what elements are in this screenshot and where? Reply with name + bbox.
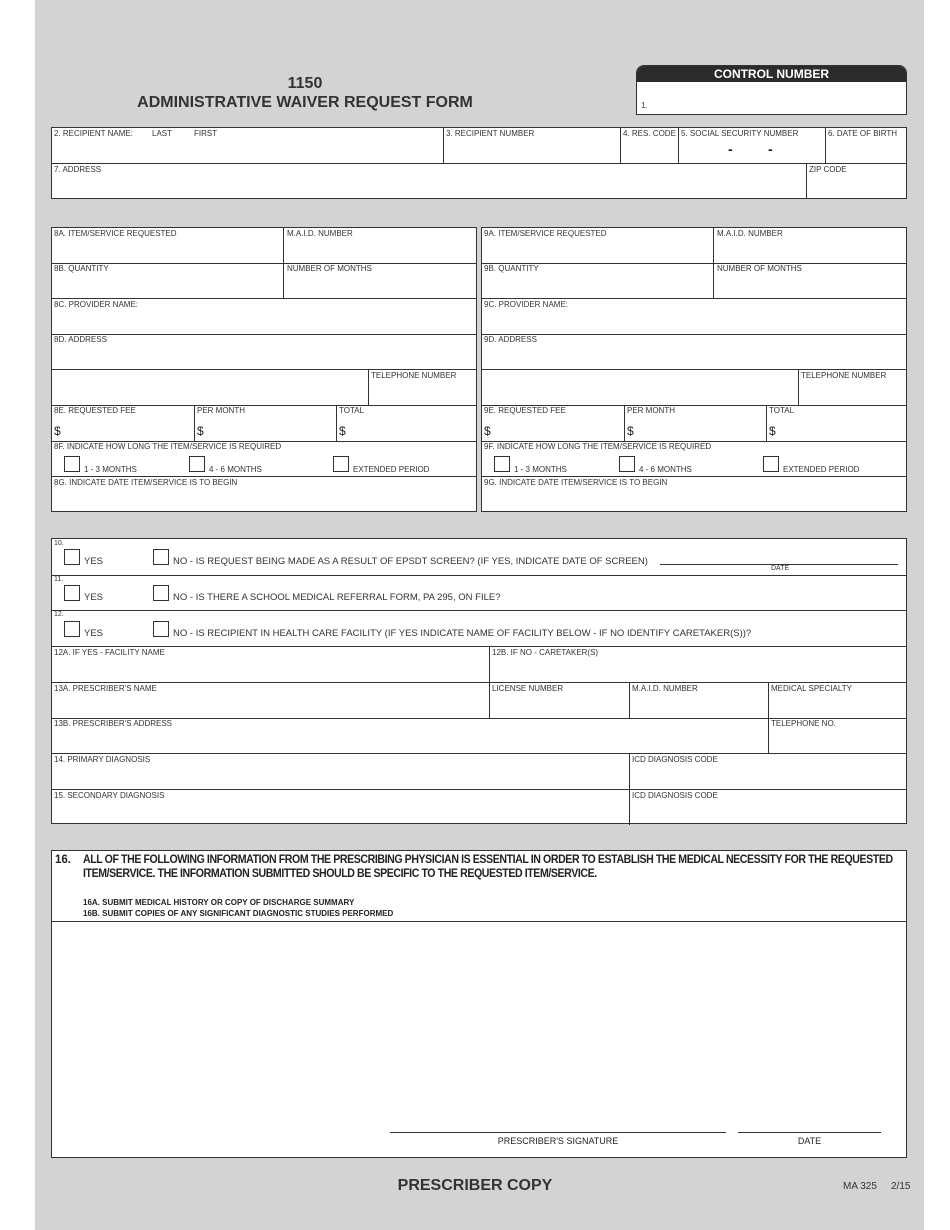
checkbox-9-4-6-months[interactable] (619, 456, 635, 472)
per-month-9-dollar: $ (627, 424, 634, 438)
form-page (35, 0, 924, 1230)
opt-9-1-3-months: 1 - 3 MONTHS (514, 465, 567, 474)
opt-9-4-6-months: 4 - 6 MONTHS (639, 465, 692, 474)
q10-date-label: DATE (771, 565, 790, 572)
sign-date-line[interactable] (738, 1132, 881, 1133)
checkbox-8-extended[interactable] (333, 456, 349, 472)
total-9-dollar: $ (769, 424, 776, 438)
item-section-8 (51, 227, 477, 512)
prescriber-name-13a-label: 13A. PRESCRIBER'S NAME (54, 684, 157, 693)
opt-8-extended: EXTENDED PERIOD (353, 465, 430, 474)
q12-yes-label: YES (84, 628, 104, 639)
ssn-separator-2: - (768, 141, 773, 157)
form-number: 1150 (287, 75, 323, 92)
icd-code-label-2: ICD DIAGNOSIS CODE (632, 791, 718, 800)
qty-9b-label: 9B. QUANTITY (484, 264, 539, 273)
checkbox-9-extended[interactable] (763, 456, 779, 472)
address-8d-label: 8D. ADDRESS (54, 335, 107, 344)
opt-9-extended: EXTENDED PERIOD (783, 465, 860, 474)
form-revision: 2/15 (891, 1181, 911, 1192)
first-name-label: FIRST (194, 129, 218, 138)
begin-9g-label: 9G. INDICATE DATE ITEM/SERVICE IS TO BEGIN (484, 478, 668, 487)
opt-8-4-6-months: 4 - 6 MONTHS (209, 465, 262, 474)
total-9-label: TOTAL (769, 406, 795, 415)
q10-no-checkbox[interactable] (153, 549, 169, 565)
dob-label: 6. DATE OF BIRTH (828, 129, 898, 138)
recipient-section (51, 127, 907, 199)
ssn-label: 5. SOCIAL SECURITY NUMBER (681, 129, 799, 138)
license-number-label: LICENSE NUMBER (492, 684, 564, 693)
checkbox-8-1-3-months[interactable] (64, 456, 80, 472)
prescriber-copy-label: PRESCRIBER COPY (397, 1177, 553, 1194)
phone-8-label: TELEPHONE NUMBER (371, 371, 457, 380)
section-16 (51, 850, 907, 1158)
section-16-text-1: ALL OF THE FOLLOWING INFORMATION FROM THE PRESCRIBING PHYSICIAN IS ESSENTIAL IN ORDER TO ESTABLISH THE MEDICAL NECESSITY FOR THE REQUESTED (83, 854, 893, 866)
q10-yes-checkbox[interactable] (64, 549, 80, 565)
fee-9e-label: 9E. REQUESTED FEE (484, 406, 566, 415)
per-month-9-label: PER MONTH (627, 406, 675, 415)
prescriber-address-13b-label: 13B. PRESCRIBER'S ADDRESS (54, 719, 173, 728)
duration-8f-label: 8F. INDICATE HOW LONG THE ITEM/SERVICE IS REQUIRED (54, 442, 282, 451)
icd-code-label-1: ICD DIAGNOSIS CODE (632, 755, 718, 764)
fee-9-dollar: $ (484, 424, 491, 438)
q12-no-checkbox[interactable] (153, 621, 169, 637)
form-title: ADMINISTRATIVE WAIVER REQUEST FORM (137, 94, 473, 111)
duration-9f-label: 9F. INDICATE HOW LONG THE ITEM/SERVICE IS REQUIRED (484, 442, 712, 451)
provider-9c-label: 9C. PROVIDER NAME: (484, 300, 569, 309)
recipient-number-label: 3. RECIPIENT NUMBER (446, 129, 535, 138)
form-code: MA 325 (843, 1181, 877, 1192)
q11-number: 11. (54, 576, 64, 583)
months-8-label: NUMBER OF MONTHS (287, 264, 372, 273)
recipient-name-label: 2. RECIPIENT NAME: (54, 129, 133, 138)
section-16b-instruction: 16B. SUBMIT COPIES OF ANY SIGNIFICANT DIAGNOSTIC STUDIES PERFORMED (83, 909, 394, 918)
total-8-label: TOTAL (339, 406, 365, 415)
fee-8-dollar: $ (54, 424, 61, 438)
section-16a-instruction: 16A. SUBMIT MEDICAL HISTORY OR COPY OF DISCHARGE SUMMARY (83, 898, 355, 907)
months-9-label: NUMBER OF MONTHS (717, 264, 802, 273)
secondary-diagnosis-label: 15. SECONDARY DIAGNOSIS (54, 791, 165, 800)
maid-9-label: M.A.I.D. NUMBER (717, 229, 783, 238)
item-9a-label: 9A. ITEM/SERVICE REQUESTED (484, 229, 607, 238)
opt-8-1-3-months: 1 - 3 MONTHS (84, 465, 137, 474)
ssn-separator-1: - (728, 141, 733, 157)
sign-date-label: DATE (797, 1136, 822, 1146)
q10-number: 10. (54, 540, 64, 547)
signature-label: PRESCRIBER'S SIGNATURE (497, 1136, 619, 1146)
section-16-number: 16. (55, 854, 71, 866)
total-8-dollar: $ (339, 424, 346, 438)
facility-12a-label: 12A. IF YES - FACILITY NAME (54, 648, 165, 657)
address-label: 7. ADDRESS (54, 165, 102, 174)
section-16-text-2: ITEM/SERVICE. THE INFORMATION SUBMITTED SHOULD BE SPECIFIC TO THE REQUESTED ITEM/SERVICE. (83, 868, 597, 880)
q10-question: NO - IS REQUEST BEING MADE AS A RESULT OF EPSDT SCREEN? (IF YES, INDICATE DATE OF SCREEN) (173, 556, 648, 567)
caretaker-12b-label: 12B. IF NO - CARETAKER(S) (492, 648, 599, 657)
medical-specialty-label: MEDICAL SPECIALTY (771, 684, 852, 693)
q12-question: NO - IS RECIPIENT IN HEALTH CARE FACILITY (IF YES INDICATE NAME OF FACILITY BELOW - IF NO IDENTIFY CARETAKER(S))? (173, 628, 752, 639)
q11-question: NO - IS THERE A SCHOOL MEDICAL REFERRAL FORM, PA 295, ON FILE? (173, 592, 501, 603)
qty-8b-label: 8B. QUANTITY (54, 264, 109, 273)
q11-yes-label: YES (84, 592, 104, 603)
telephone-no-label: TELEPHONE NO. (771, 719, 836, 728)
q11-yes-checkbox[interactable] (64, 585, 80, 601)
per-month-8-label: PER MONTH (197, 406, 245, 415)
primary-diagnosis-label: 14. PRIMARY DIAGNOSIS (54, 755, 151, 764)
item-8a-label: 8A. ITEM/SERVICE REQUESTED (54, 229, 177, 238)
phone-9-label: TELEPHONE NUMBER (801, 371, 887, 380)
checkbox-8-4-6-months[interactable] (189, 456, 205, 472)
per-month-8-dollar: $ (197, 424, 204, 438)
provider-8c-label: 8C. PROVIDER NAME: (54, 300, 139, 309)
questions-section (51, 538, 907, 824)
control-number-box (636, 65, 907, 115)
begin-8g-label: 8G. INDICATE DATE ITEM/SERVICE IS TO BEGIN (54, 478, 238, 487)
res-code-label: 4. RES. CODE (623, 129, 676, 138)
checkbox-9-1-3-months[interactable] (494, 456, 510, 472)
zip-code-label: ZIP CODE (809, 165, 847, 174)
signature-line[interactable] (390, 1132, 726, 1133)
prescriber-maid-label: M.A.I.D. NUMBER (632, 684, 698, 693)
q10-yes-label: YES (84, 556, 104, 567)
q11-no-checkbox[interactable] (153, 585, 169, 601)
fee-8e-label: 8E. REQUESTED FEE (54, 406, 136, 415)
q12-number: 12. (54, 611, 64, 618)
item-section-9 (481, 227, 907, 512)
last-name-label: LAST (152, 129, 173, 138)
control-number-field[interactable]: 1. (641, 101, 648, 110)
control-number-title: CONTROL NUMBER (637, 66, 906, 82)
maid-8-label: M.A.I.D. NUMBER (287, 229, 353, 238)
address-9d-label: 9D. ADDRESS (484, 335, 537, 344)
q12-yes-checkbox[interactable] (64, 621, 80, 637)
